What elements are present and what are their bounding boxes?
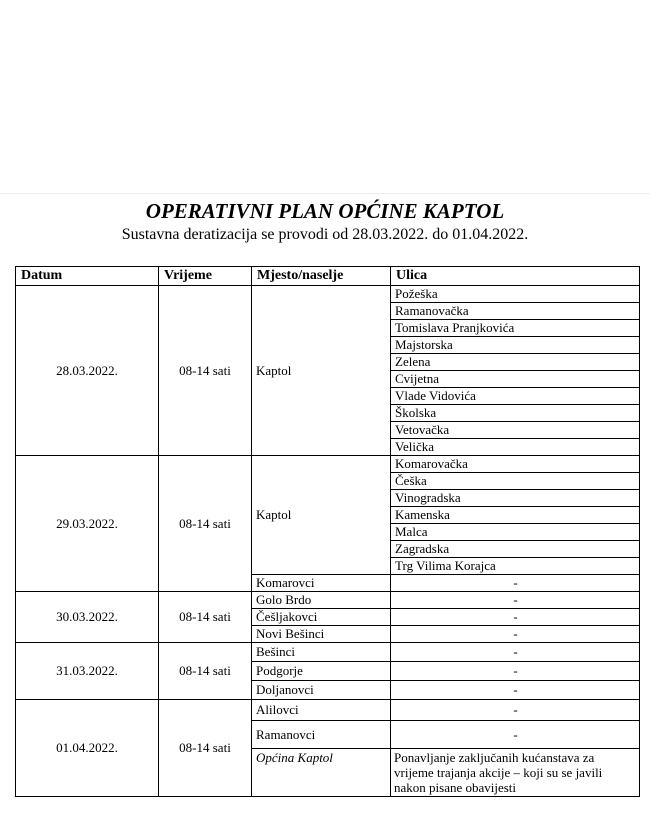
place-cell: Bešinci [252,643,391,662]
street-cell: - [391,700,640,721]
street-cell: Zagradska [391,541,640,558]
place-cell: Kaptol [252,286,391,456]
place-cell: Novi Bešinci [252,626,391,643]
street-cell: Komarovačka [391,456,640,473]
date-cell: 28.03.2022. [16,286,159,456]
street-cell: Cvijetna [391,371,640,388]
table-header-row [16,267,640,286]
schedule-table [15,266,640,797]
time-cell: 08-14 sati [159,286,252,456]
header-vrijeme: Vrijeme [159,267,252,286]
place-cell: Doljanovci [252,681,391,700]
street-cell: - [391,662,640,681]
street-cell: - [391,681,640,700]
street-cell: Požeška [391,286,640,303]
street-cell: Vlade Vidovića [391,388,640,405]
street-cell: - [391,609,640,626]
street-cell: Malca [391,524,640,541]
table-row [16,286,640,303]
place-cell: Ramanovci [252,721,391,749]
place-cell: Podgorje [252,662,391,681]
street-cell: Školska [391,405,640,422]
street-cell: Ramanovačka [391,303,640,320]
header-mjesto: Mjesto/naselje [252,267,391,286]
street-cell: Češka [391,473,640,490]
street-cell: Kamenska [391,507,640,524]
street-cell: Trg Vilima Korajca [391,558,640,575]
street-cell: - [391,721,640,749]
header-datum: Datum [16,267,159,286]
time-cell: 08-14 sati [159,456,252,592]
table-row [16,700,640,721]
page-top-border [0,193,650,194]
street-cell: - [391,626,640,643]
street-cell: Vinogradska [391,490,640,507]
street-cell: Zelena [391,354,640,371]
street-cell: Tomislava Pranjkovića [391,320,640,337]
street-cell: Vetovačka [391,422,640,439]
place-cell: Općina Kaptol [252,749,391,797]
place-cell: Češljakovci [252,609,391,626]
street-cell: - [391,592,640,609]
time-cell: 08-14 sati [159,592,252,643]
header-ulica: Ulica [391,267,640,286]
note-cell: Ponavljanje zaključanih kućanstava za vrijeme trajanja akcije – koji su se javili nakon pisane obavijesti [391,749,640,797]
street-cell: - [391,643,640,662]
date-cell: 01.04.2022. [16,700,159,797]
document-title: OPERATIVNI PLAN OPĆINE KAPTOL [145,199,505,223]
time-cell: 08-14 sati [159,700,252,797]
place-cell: Golo Brdo [252,592,391,609]
table-row [16,456,640,473]
street-cell: - [391,575,640,592]
table-row [16,592,640,609]
place-cell: Komarovci [252,575,391,592]
table-row [16,643,640,662]
place-cell: Kaptol [252,456,391,575]
street-cell: Velička [391,439,640,456]
date-cell: 30.03.2022. [16,592,159,643]
street-cell: Majstorska [391,337,640,354]
place-cell: Alilovci [252,700,391,721]
date-cell: 29.03.2022. [16,456,159,592]
time-cell: 08-14 sati [159,643,252,700]
date-cell: 31.03.2022. [16,643,159,700]
document-subtitle: Sustavna deratizacija se provodi od 28.03.2022. do 01.04.2022. [121,226,529,243]
